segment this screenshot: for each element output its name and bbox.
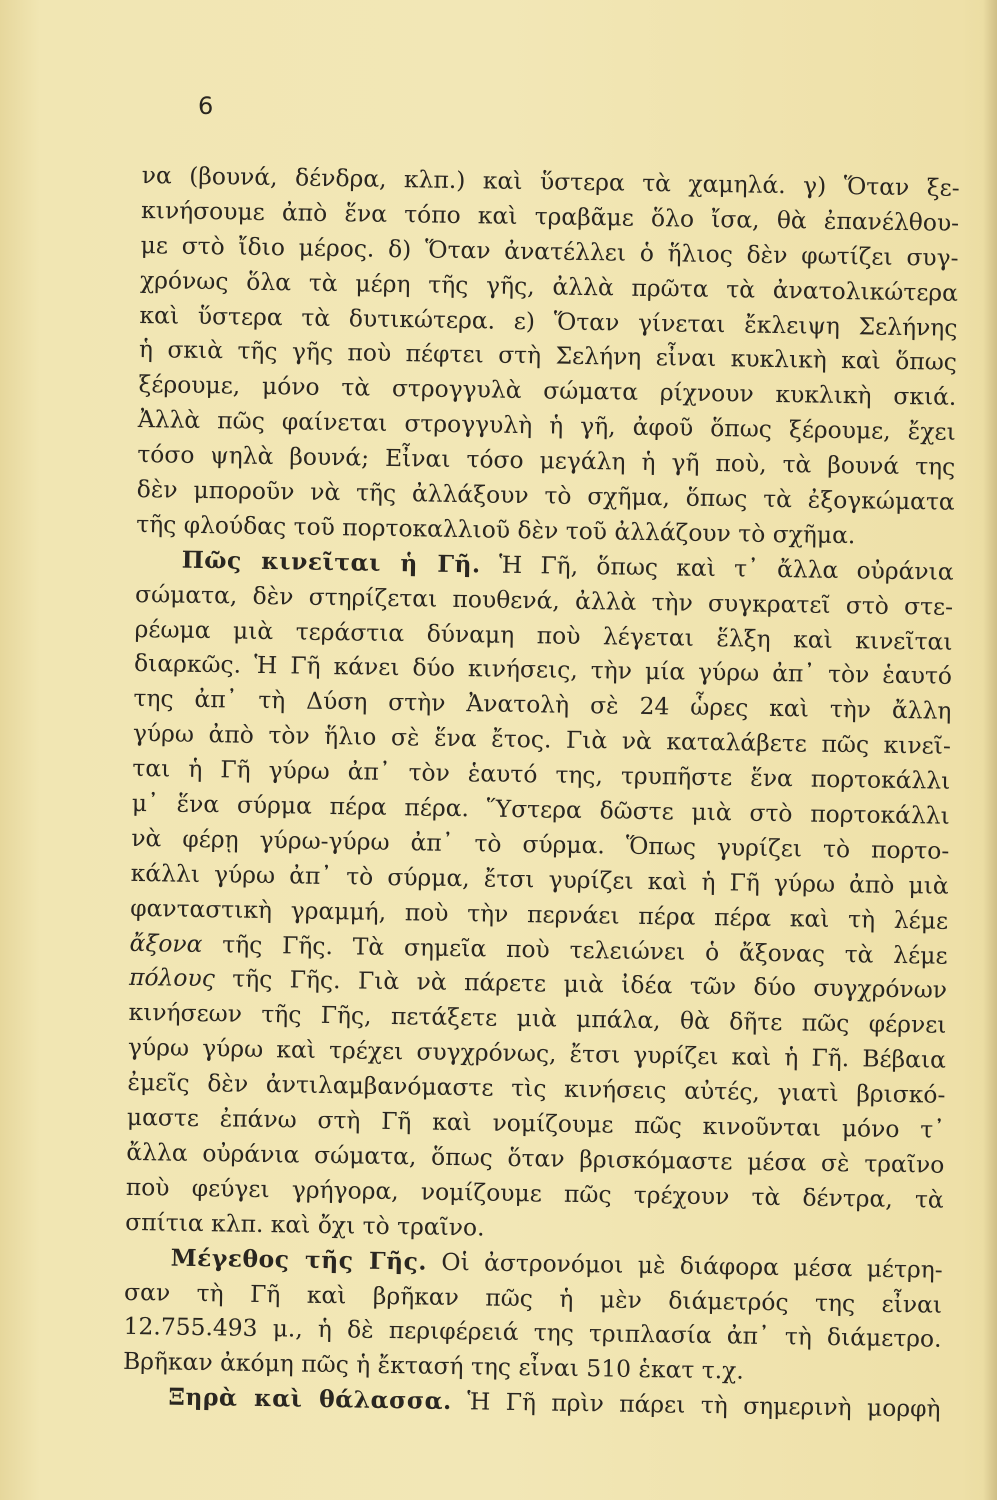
line-text: Ἀλλὰ πῶς φαίνεται στρογγυλὴ ἡ γῆ, ἀφοῦ ὅπως ξέρουμε, ἔχει [137,405,957,447]
line-text: με στὸ ἴδιο μέρος. δ) Ὅταν ἀνατέλλει ὁ ἥλιος δὲν φωτίζει συγ- [140,230,959,272]
line-text: ρέωμα μιὰ τεράστια δύναμη ποὺ λέγεται ἕλξη καὶ κινεῖται [134,614,953,656]
line-text: μ᾽ ἕνα σύρμα πέρα πέρα. Ὕστερα δῶστε μιὰ στὸ πορτοκάλλι [131,788,950,830]
line-text: της ἀπ᾽ τὴ Δύση στὴν Ἀνατολὴ σὲ 24 ὧρες καὶ τὴν ἄλλη [133,684,952,726]
line-text: τόσο ψηλὰ βουνά; Εἶναι τόσο μεγάλη ἡ γῆ ποὺ, τὰ βουνά της [137,440,956,481]
line-text: κινήσεων τῆς Γῆς, πετάξετε μιὰ μπάλα, θὰ δῆτε πῶς φέρνει [128,998,947,1040]
section-heading: Ξηρὰ καὶ θάλασσα. [168,1382,452,1416]
line-text: ποὺ φεύγει γρήγορα, νομίζουμε πῶς τρέχουν τὰ δέντρα, τὰ [125,1172,944,1214]
line-text: ἡ σκιὰ τῆς γῆς ποὺ πέφτει στὴ Σελήνη εἶναι κυκλικὴ καὶ ὅπως [138,335,958,377]
line-text: γύρω γύρω καὶ τρέχει συγχρόνως, ἔτσι γυρίζει καὶ ἡ Γῆ. Βέβαια [127,1033,947,1075]
line-text: σπίτια κλπ. καὶ ὄχι τὸ τραῖνο. [125,1207,485,1242]
line-text: Οἱ ἀστρονόμοι μὲ διάφορα μέσα μέτρη- [441,1247,943,1284]
line-text: ἐμεῖς δὲν ἀντιλαμβανόμαστε τὶς κινήσεις αὐτές, γιατὶ βρισκό- [127,1068,946,1109]
body-text [122,158,960,1427]
line-text: διαρκῶς. Ἡ Γῆ κάνει δύο κινήσεις, τὴν μία γύρω ἀπ᾽ τὸν ἑαυτό [133,649,953,691]
line-text: νὰ φέρῃ γύρω-γύρω ἀπ᾽ τὸ σύρμα. Ὅπως γυρίζει τὸ πορτο- [131,823,950,865]
line-text: δὲν μποροῦν νὰ τῆς ἀλλάξουν τὸ σχῆμα, ὅπως τὰ ἐξογκώματα [136,474,955,516]
line-text: Ἡ Γῆ πρὶν πάρει τὴ σημερινὴ μορφὴ [466,1387,941,1423]
page-edge-shadow [983,0,997,1500]
italic-term: πόλους [128,963,216,993]
line-text: φανταστικὴ γραμμή, ποὺ τὴν περνάει πέρα πέρα καὶ τὴ λέμε [130,893,949,935]
line-text: χρόνως ὅλα τὰ μέρη τῆς γῆς, ἀλλὰ πρῶτα τὰ ἀνατολικώτερα [139,265,959,307]
line-text: γύρω ἀπὸ τὸν ἥλιο σὲ ἕνα ἔτος. Γιὰ νὰ καταλάβετε πῶς κινεῖ- [132,719,952,761]
line-text: κινήσουμε ἀπὸ ἕνα τόπο καὶ τραβᾶμε ὅλο ἴσα, θὰ ἐπανέλθου- [140,195,960,237]
line-text: ξέρουμε, μόνο τὰ στρογγυλὰ σώματα ρίχνουν κυκλικὴ σκιά. [138,370,957,412]
line-text: Βρῆκαν ἀκόμη πῶς ἡ ἔκτασή της εἶναι 510 ἑκατ τ.χ. [122,1347,744,1385]
italic-term: ἄξονα [129,928,203,958]
line-text: να (βουνά, δένδρα, κλπ.) καὶ ὕστερα τὰ χαμηλά. γ) Ὅταν ξε- [141,160,960,202]
line-text: σώματα, δὲν στηρίζεται πουθενά, ἀλλὰ τὴν συγκρατεῖ στὸ στε- [134,579,954,621]
line-text: τῆς φλούδας τοῦ πορτοκαλλιοῦ δὲν τοῦ ἀλλάζουν τὸ σχῆμα. [136,509,856,550]
line-text: ἄλλα οὐράνια σώματα, ὅπως ὅταν βρισκόμαστε μέσα σὲ τραῖνο [126,1137,945,1179]
page-number: 6 [198,92,214,120]
line-text: καὶ ὕστερα τὰ δυτικώτερα. ε) Ὅταν γίνεται ἔκλειψη Σελήνης [139,300,958,342]
line-text: τῆς Γῆς. Τὰ σημεῖα ποὺ τελειώνει ὁ ἄξονας τὰ λέμε [222,929,948,970]
line-text: 12.755.493 μ., ἡ δὲ περιφέρειά της τριπλασία ἀπ᾽ τὴ διάμετρο. [123,1312,942,1354]
section-heading: Μέγεθος τῆς Γῆς. [170,1243,428,1276]
line-text: κάλλι γύρω ἀπ᾽ τὸ σύρμα, ἔτσι γυρίζει καὶ ἡ Γῆ γύρω ἀπὸ μιὰ [130,858,949,900]
line-text: μαστε ἐπάνω στὴ Γῆ καὶ νομίζουμε πῶς κινοῦνται μόνο τ᾽ [126,1102,946,1144]
line-text: σαν τὴ Γῆ καὶ βρῆκαν πῶς ἡ μὲν διάμετρός της εἶναι [123,1277,943,1319]
line-text: ται ἡ Γῆ γύρω ἀπ᾽ τὸν ἑαυτό της, τρυπῆστε ἕνα πορτοκάλλι [132,754,951,795]
line-text: Ἡ Γῆ, ὅπως καὶ τ᾽ ἄλλα οὐράνια [498,550,954,586]
line-text: τῆς Γῆς. Γιὰ νὰ πάρετε μιὰ ἰδέα τῶν δύο συγχρόνων [232,965,948,1005]
section-heading: Πῶς κινεῖται ἡ Γῆ. [181,545,481,579]
